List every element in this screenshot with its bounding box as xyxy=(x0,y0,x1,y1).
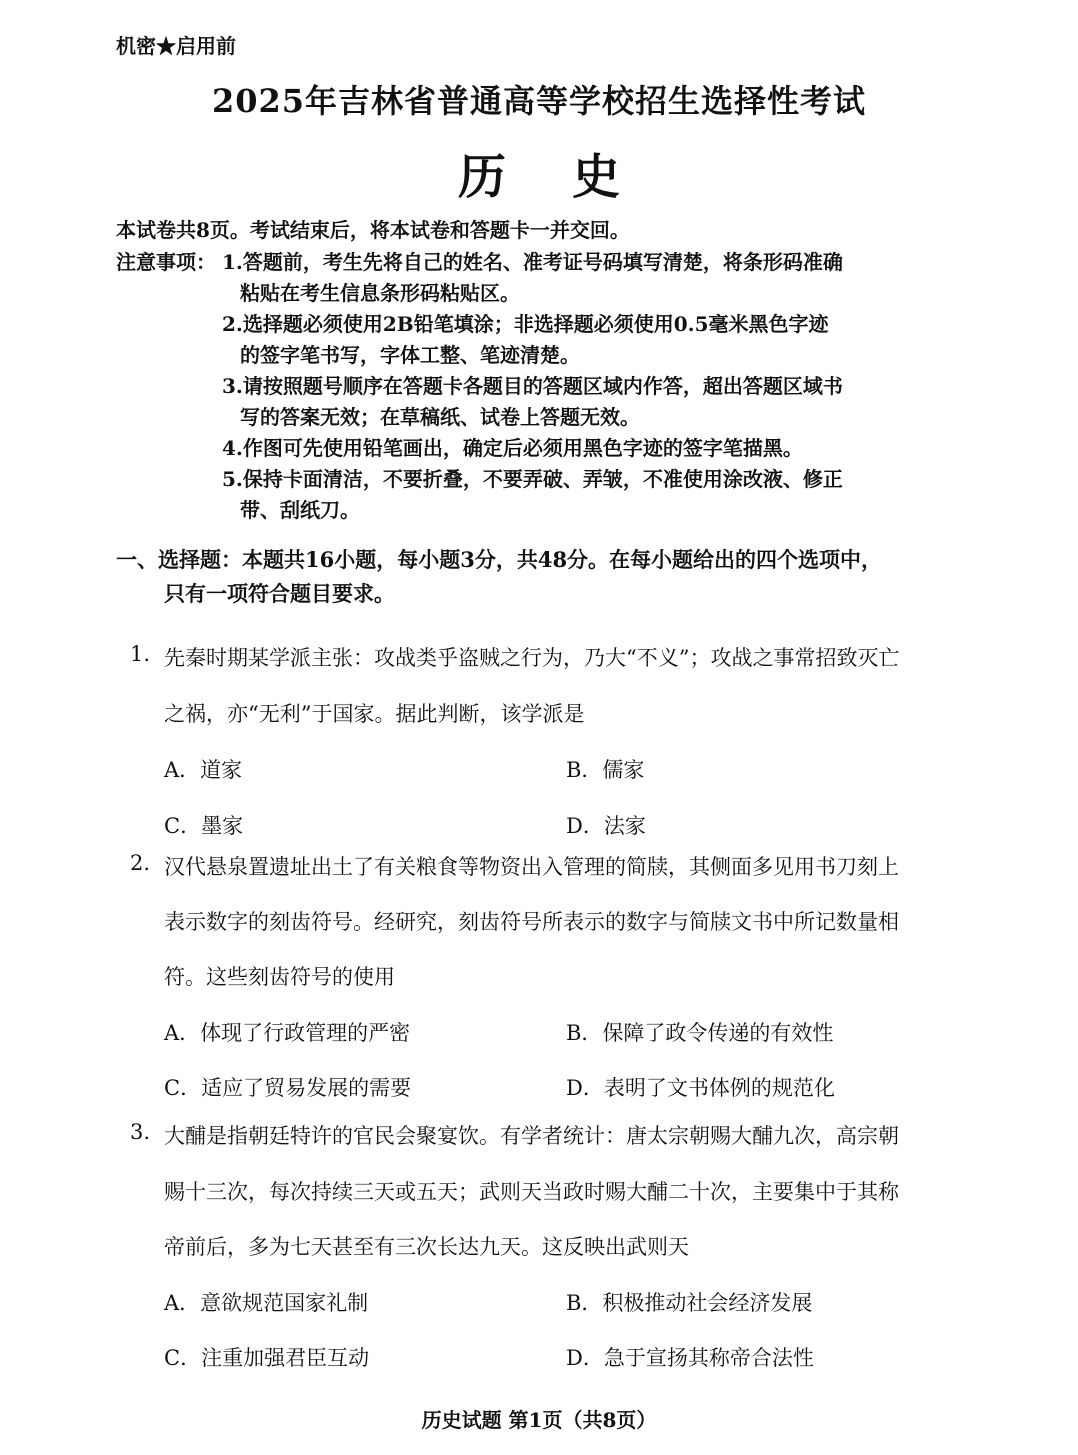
question-2-line-2: 表示数字的刻齿符号。经研究，刻齿符号所表示的数字与简牍文书中所记数量相 xyxy=(164,910,899,934)
notes-label: 注意事项： xyxy=(116,250,216,274)
question-3-number: 3. xyxy=(130,1120,151,1144)
question-1-line-2: 之祸，亦“无利”于国家。据此判断，该学派是 xyxy=(164,702,585,726)
page-footer: 历史试题 第1页（共8页） xyxy=(421,1408,657,1432)
question-1-option-d: D．法家 xyxy=(566,814,646,838)
question-2-line-3: 符。这些刻齿符号的使用 xyxy=(164,965,395,989)
question-1-option-c: C．墨家 xyxy=(164,814,244,838)
question-1-line-1: 先秦时期某学派主张：攻战类乎盗贼之行为，乃大“不义”；攻战之事常招致灭亡 xyxy=(164,646,900,670)
question-3-line-3: 帝前后，多为七天甚至有三次长达九天。这反映出武则天 xyxy=(164,1235,689,1259)
confidential-label: 机密★启用前 xyxy=(116,34,236,58)
note-5-line-1: 5.保持卡面清洁，不要折叠，不要弄破、弄皱，不准使用涂改液、修正 xyxy=(222,467,843,491)
question-1-option-a: A．道家 xyxy=(164,758,243,782)
note-5-line-2: 带、刮纸刀。 xyxy=(240,498,360,522)
question-1-option-b: B．儒家 xyxy=(566,758,645,782)
note-1-line-1: 1.答题前，考生先将自己的姓名、准考证号码填写清楚，将条形码准确 xyxy=(222,250,843,274)
question-3-option-b: B．积极推动社会经济发展 xyxy=(566,1291,813,1315)
note-3-line-2: 写的答案无效；在草稿纸、试卷上答题无效。 xyxy=(240,405,640,429)
note-2-line-2: 的签字笔书写，字体工整、笔迹清楚。 xyxy=(240,343,580,367)
question-2-option-a: A．体现了行政管理的严密 xyxy=(164,1021,411,1045)
exam-title: 2025年吉林省普通高等学校招生选择性考试 xyxy=(211,82,867,120)
note-1-line-2: 粘贴在考生信息条形码粘贴区。 xyxy=(240,281,520,305)
question-3-option-a: A．意欲规范国家礼制 xyxy=(164,1291,369,1315)
question-2-option-d: D．表明了文书体例的规范化 xyxy=(566,1076,835,1100)
question-3-option-d: D．急于宣扬其称帝合法性 xyxy=(566,1346,814,1370)
subject-title: 历史 xyxy=(457,149,686,205)
question-2-line-1: 汉代悬泉置遗址出土了有关粮食等物资出入管理的简牍，其侧面多见用书刀刻上 xyxy=(164,855,899,879)
question-2-option-c: C．适应了贸易发展的需要 xyxy=(164,1076,412,1100)
note-2-line-1: 2.选择题必须使用2B铅笔填涂；非选择题必须使用0.5毫米黑色字迹 xyxy=(222,312,829,336)
question-2-number: 2. xyxy=(130,851,151,875)
note-4-line-1: 4.作图可先使用铅笔画出，确定后必须用黑色字迹的签字笔描黑。 xyxy=(222,436,803,460)
question-1-number: 1. xyxy=(130,642,151,666)
section-heading-line-1: 一、选择题：本题共16小题，每小题3分，共48分。在每小题给出的四个选项中， xyxy=(116,547,883,572)
question-3-line-1: 大酺是指朝廷特许的官民会聚宴饮。有学者统计：唐太宗朝赐大酺九次，高宗朝 xyxy=(164,1124,899,1148)
note-3-line-1: 3.请按照题号顺序在答题卡各题目的答题区域内作答，超出答题区域书 xyxy=(222,374,843,398)
question-2-option-b: B．保障了政令传递的有效性 xyxy=(566,1021,834,1045)
section-heading-line-2: 只有一项符合题目要求。 xyxy=(164,581,395,606)
exam-intro: 本试卷共8页。考试结束后，将本试卷和答题卡一并交回。 xyxy=(116,218,630,242)
question-3-option-c: C．注重加强君臣互动 xyxy=(164,1346,370,1370)
question-3-line-2: 赐十三次，每次持续三天或五天；武则天当政时赐大酺二十次，主要集中于其称 xyxy=(164,1180,899,1204)
